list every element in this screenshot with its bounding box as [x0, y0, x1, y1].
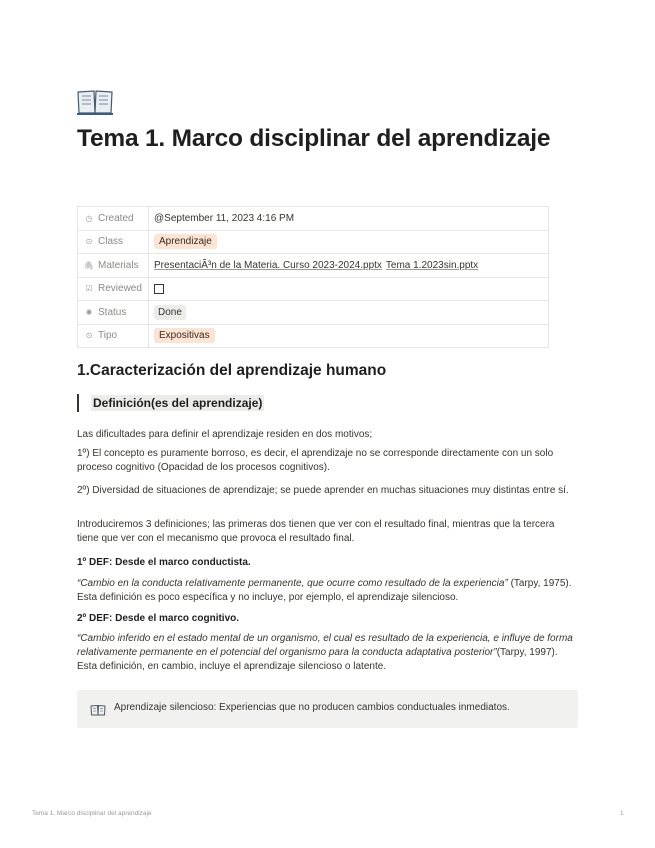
properties-table	[77, 206, 549, 348]
page-title: Tema 1. Marco disciplinar del aprendizaje	[77, 125, 551, 152]
clock-icon: ◷	[85, 213, 93, 223]
property-value-class	[149, 230, 549, 254]
paperclip-icon: 🖇	[83, 260, 95, 270]
status-icon: ✺	[85, 307, 93, 317]
property-label: Created	[98, 212, 134, 224]
property-key-materials	[78, 254, 149, 278]
reviewed-checkbox[interactable]	[154, 284, 164, 294]
property-key-status	[78, 301, 149, 325]
property-value-created: @September 11, 2023 4:16 PM	[149, 207, 549, 231]
checkbox-icon: ☑	[85, 284, 93, 294]
property-row-tipo	[78, 324, 549, 348]
class-tag[interactable]: Aprendizaje	[154, 234, 217, 249]
definition-title-text: 1º DEF: Desde el marco conductista.	[77, 557, 251, 568]
quote-text: “Cambio inferido en el estado mental de un organismo, el cual es resultado de la experiencia, e influye de forma relativamente permanente en el potencial del organismo para la conducta adaptativa posterior”	[77, 633, 573, 658]
file-link[interactable]: PresentaciÃ³n de la Materia. Curso 2023-2024.pptx	[154, 259, 382, 271]
subheading-quote	[77, 394, 264, 412]
definition-title-text: 2º DEF: Desde el marco cognitivo.	[77, 613, 240, 624]
select-icon: ⊙	[85, 331, 93, 341]
footer-title: Tema 1. Marco disciplinar del aprendizaje	[32, 810, 152, 817]
property-label: Reviewed	[98, 283, 142, 295]
quote-text: “Cambio en la conducta relativamente permanente, que ocurre como resultado de la experiencia”	[77, 578, 508, 589]
subheading-text: Definición(es del aprendizaje)	[93, 396, 263, 410]
section-heading: 1.Caracterización del aprendizaje humano	[77, 362, 387, 379]
property-value-tipo	[149, 324, 549, 348]
property-label: Class	[98, 236, 124, 248]
citation-text: (Tarpy, 1997). Esta definición, en cambio, incluye el aprendizaje silencioso o latente.	[77, 647, 558, 672]
book-icon	[90, 704, 106, 716]
select-icon: ⊙	[85, 237, 93, 247]
property-label: Tipo	[98, 330, 118, 342]
property-row-created	[78, 207, 549, 231]
property-key-created	[78, 207, 149, 231]
property-key-tipo	[78, 324, 149, 348]
paragraph: Las dificultades para definir el aprendizaje residen en dos motivos;	[77, 429, 373, 440]
property-value-status	[149, 301, 549, 325]
property-key-class	[78, 230, 149, 254]
file-link[interactable]: Tema 1.2023sin.pptx	[385, 259, 479, 271]
paragraph: Introduciremos 3 definiciones; las primeras dos tienen que ver con el resultado final, mientras que la tercera tiene que ver con el mecanismo que provoca el resultado final.	[77, 519, 555, 544]
definition-title	[77, 612, 577, 626]
page-number: 1	[620, 810, 624, 817]
citation-text: (Tarpy, 1975). Esta definición es poco específica y no incluye, por ejemplo, el aprendizaje silencioso.	[77, 578, 572, 603]
page-book-icon	[76, 86, 114, 116]
property-row-reviewed	[78, 277, 549, 301]
definition-title	[77, 556, 577, 570]
property-row-status	[78, 301, 549, 325]
property-value-reviewed	[149, 277, 549, 301]
property-row-materials	[78, 254, 549, 278]
callout-box	[77, 690, 578, 728]
property-label: Materials	[98, 259, 139, 271]
property-key-reviewed	[78, 277, 149, 301]
status-badge[interactable]: Done	[154, 305, 186, 320]
definition-paragraph	[77, 577, 577, 605]
definition-paragraph	[77, 632, 577, 674]
callout-text: Aprendizaje silencioso: Experiencias que no producen cambios conductuales inmediatos.	[114, 702, 510, 713]
property-label: Status	[98, 306, 127, 318]
paragraph: 1º) El concepto es puramente borroso, es decir, el aprendizaje no se corresponde directamente con un solo proceso cognitivo (Opacidad de los procesos cognitivos).	[77, 448, 554, 473]
tipo-tag[interactable]: Expositivas	[154, 328, 215, 343]
property-row-class	[78, 230, 549, 254]
paragraph: 2º) Diversidad de situaciones de aprendizaje; se puede aprender en muchas situaciones muy distintas entre sí.	[77, 485, 569, 496]
property-value-materials	[149, 254, 549, 278]
